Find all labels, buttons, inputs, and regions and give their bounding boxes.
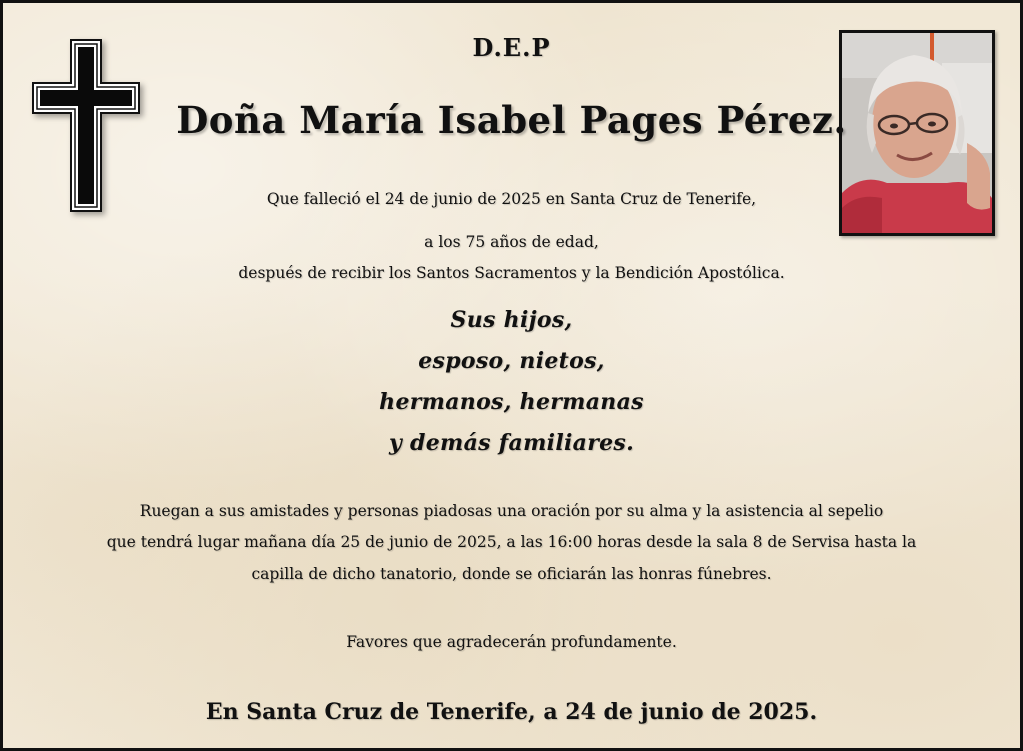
request-line: Ruegan a sus amistades y personas piadosas una oración por su alma y la asistencia al sepelio <box>139 502 884 520</box>
closing-line: En Santa Cruz de Tenerife, a 24 de junio de 2025. <box>205 699 818 725</box>
request-line: que tendrá lugar mañana día 25 de junio de 2025, a las 16:00 horas desde la sala 8 de Servisa hasta la <box>106 533 917 551</box>
deceased-name: Doña María Isabel Pages Pérez. <box>176 98 847 142</box>
age-line: a los 75 años de edad, <box>424 233 599 251</box>
family-line: hermanos, hermanas <box>379 389 644 415</box>
thanks-line: Favores que agradecerán profundamente. <box>346 633 677 651</box>
dep-heading: D.E.P <box>472 33 551 62</box>
sacraments-line: después de recibir los Santos Sacramentos y la Bendición Apostólica. <box>238 264 785 282</box>
request-line: capilla de dicho tanatorio, donde se oficiarán las honras fúnebres. <box>251 565 772 583</box>
family-line: y demás familiares. <box>388 430 635 456</box>
family-line: esposo, nietos, <box>418 348 605 374</box>
death-details-line: Que falleció el 24 de junio de 2025 en Santa Cruz de Tenerife, <box>266 190 757 208</box>
family-line: Sus hijos, <box>450 307 573 333</box>
